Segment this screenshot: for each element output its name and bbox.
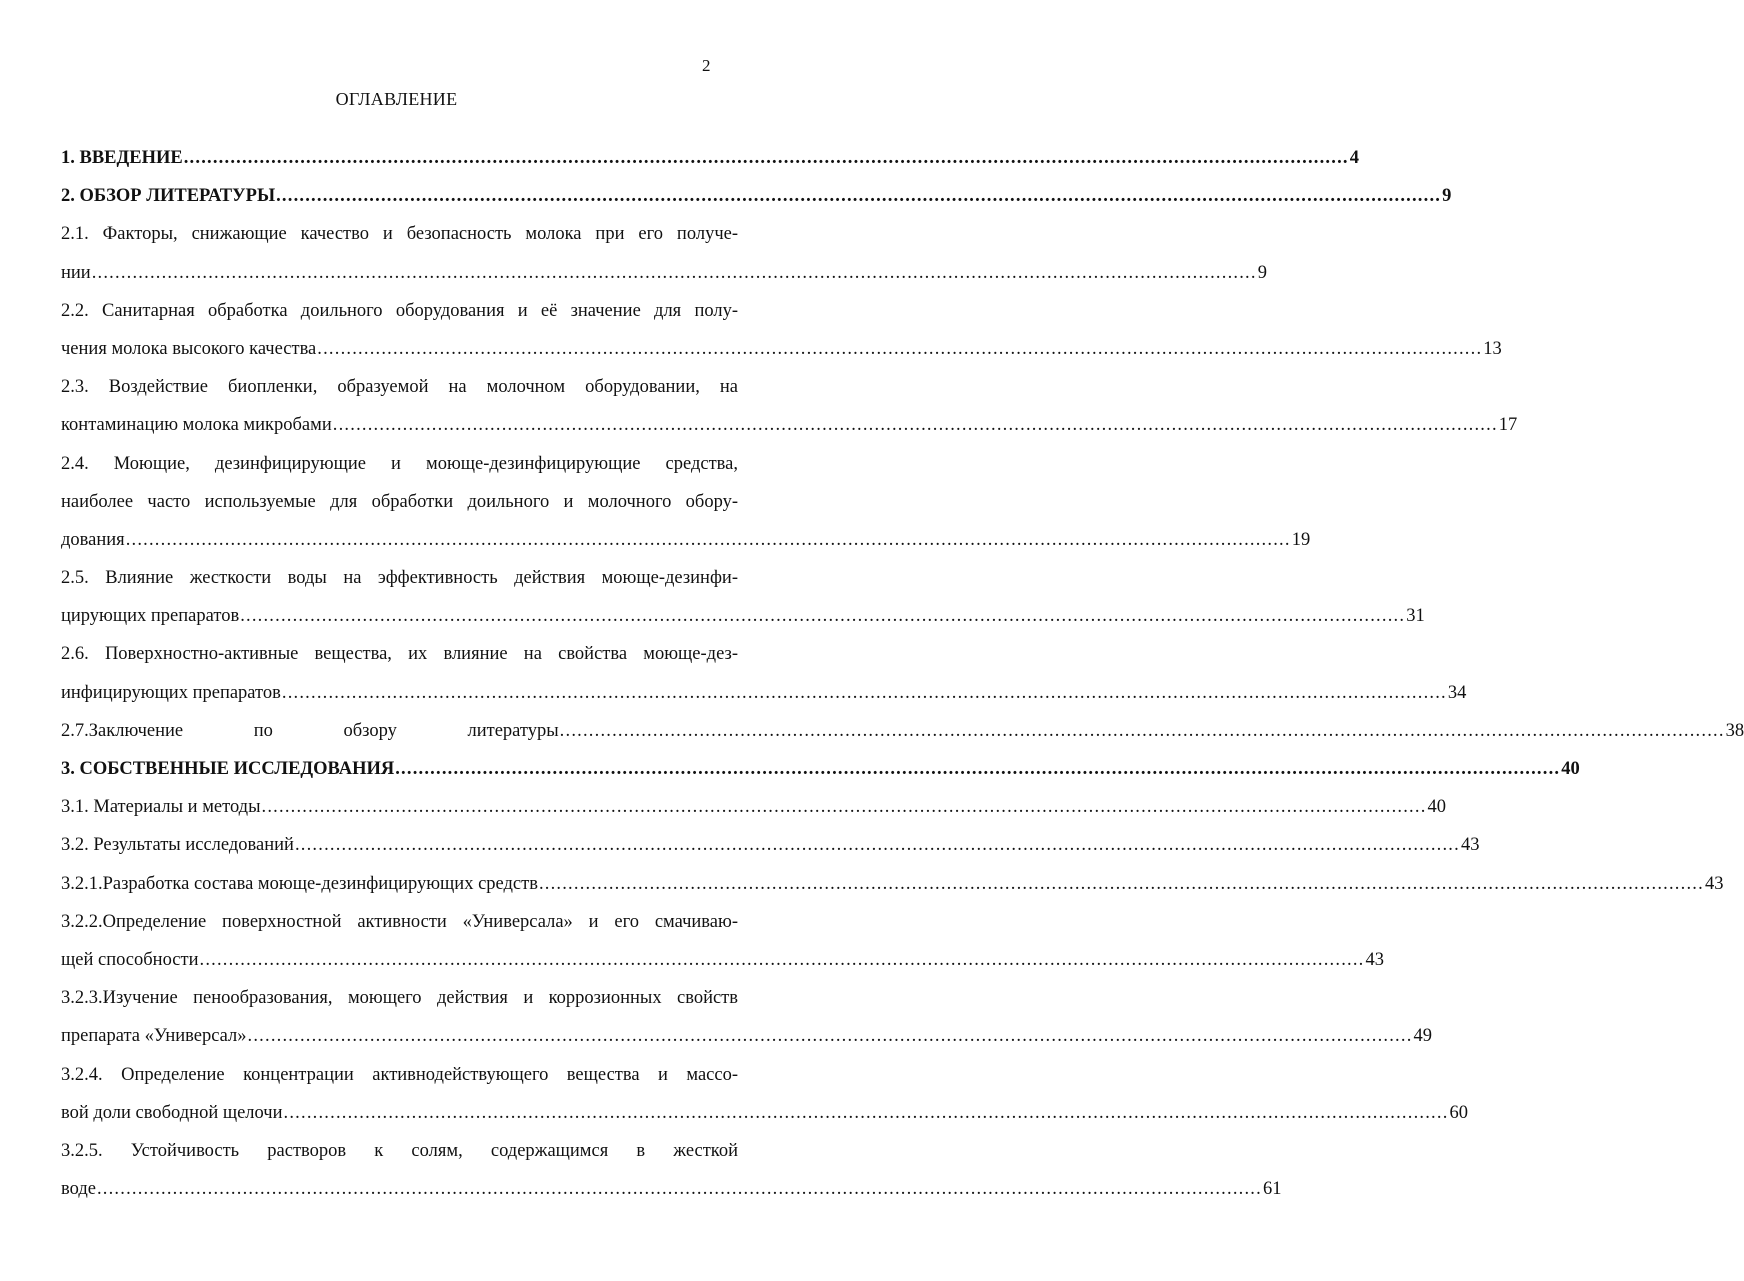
toc-entry-text: контаминацию молока микробами	[61, 415, 332, 436]
toc-entry-3-2-1	[61, 865, 1724, 903]
dot-leader: ........................................................................................................................................................................................................	[538, 873, 1704, 894]
toc-entry-page: 43	[1704, 873, 1724, 894]
dot-leader: ........................................................................................................................................................................................................	[332, 415, 1498, 436]
toc-entry-text: 2.6. Поверхностно-активные вещества, их влияние на свойства моюще-дез-	[61, 644, 738, 665]
toc-entry-page: 9	[1257, 262, 1267, 283]
page-number: 2	[702, 56, 711, 75]
dot-leader: ........................................................................................................................................................................................................	[247, 1026, 1413, 1047]
toc-entry-text: 2.1. Факторы, снижающие качество и безопасность молока при его получе-	[61, 224, 738, 245]
toc-entry-text: 3.1. Материалы и методы	[61, 797, 261, 818]
toc-entry-2-1	[61, 254, 1267, 292]
toc-entry-page: 38	[1725, 720, 1744, 741]
toc-entry-introduction	[61, 139, 1359, 177]
dot-leader: ........................................................................................................................................................................................................	[276, 186, 1442, 207]
toc-entry-2-5	[61, 597, 1425, 635]
toc-entry-page: 17	[1498, 415, 1518, 436]
toc-entry-page: 34	[1447, 682, 1467, 703]
toc-entry-text: 2.5. Влияние жесткости воды на эффективность действия моюще-дезинфи-	[61, 568, 738, 589]
dot-leader: ........................................................................................................................................................................................................	[91, 262, 1257, 283]
toc-entry-page: 43	[1460, 835, 1480, 856]
toc-entry-2-3	[61, 406, 1518, 444]
toc-entry-2-7	[61, 712, 1744, 750]
dot-leader: ........................................................................................................................................................................................................	[294, 835, 1460, 856]
toc-entry-text: 3.2.1.Разработка состава моюще-дезинфицирующих средств	[61, 873, 538, 894]
dot-leader: ........................................................................................................................................................................................................	[281, 682, 1447, 703]
toc-entry-text: 3.2.2.Определение поверхностной активности «Универсала» и его смачиваю-	[61, 911, 738, 932]
toc-entry-text: 3. СОБСТВЕННЫЕ ИССЛЕДОВАНИЯ	[61, 759, 395, 779]
toc-entry-text: 3.2. Результаты исследований	[61, 835, 294, 856]
toc-entry-text: инфицирующих препаратов	[61, 682, 281, 703]
toc-entry-text: 2.3. Воздействие биопленки, образуемой на молочном оборудовании, на	[61, 377, 738, 398]
dot-leader: ........................................................................................................................................................................................................	[283, 1102, 1449, 1123]
toc-entry-text: 2.2. Санитарная обработка доильного оборудования и её значение для полу-	[61, 300, 738, 321]
toc-entry-3-1	[61, 788, 1447, 826]
toc-entry-page: 61	[1262, 1179, 1282, 1200]
toc-entry-page: 19	[1291, 529, 1311, 550]
toc-entry-text: цирующих препаратов	[61, 606, 240, 627]
toc-entry-text: вой доли свободной щелочи	[61, 1102, 283, 1123]
toc-entry-page: 13	[1483, 338, 1502, 359]
toc-entry-literature-review	[61, 177, 1452, 215]
toc-entry-text: щей способности	[61, 949, 199, 970]
toc-entry-text: 3.2.5. Устойчивость растворов к солям, содержащимся в жесткой	[61, 1140, 738, 1161]
toc-entry-text: 2.7.Заключение по обзору литературы	[61, 720, 559, 741]
toc-entry-2-6	[61, 674, 1467, 712]
dot-leader: ........................................................................................................................................................................................................	[96, 1179, 1262, 1200]
dot-leader: ........................................................................................................................................................................................................	[183, 148, 1349, 168]
toc-entry-2-2	[61, 330, 1502, 368]
toc-entry-text: 1. ВВЕДЕНИЕ	[61, 148, 183, 168]
toc-entry-text: наиболее часто используемые для обработки доильного и молочного обору-	[61, 491, 738, 512]
dot-leader: ........................................................................................................................................................................................................	[261, 797, 1427, 818]
toc-entry-text: 3.2.4. Определение концентрации активнодействующего вещества и массо-	[61, 1064, 738, 1085]
toc-title: ОГЛАВЛЕНИЕ	[335, 89, 458, 109]
toc-entry-page: 9	[1442, 186, 1452, 207]
toc-entry-page: 31	[1406, 606, 1425, 627]
dot-leader: ........................................................................................................................................................................................................	[559, 720, 1725, 741]
toc-entry-page: 49	[1413, 1026, 1433, 1047]
toc-entry-page: 4	[1349, 148, 1359, 168]
toc-entry-3-2-2	[61, 941, 1384, 979]
toc-entry-text: нии	[61, 262, 91, 283]
toc-entry-2-4	[61, 521, 1311, 559]
toc-entry-text: 3.2.3.Изучение пенообразования, моющего действия и коррозионных свойств	[61, 988, 738, 1009]
toc-entry-text: дования	[61, 529, 125, 550]
toc-entry-text: чения молока высокого качества	[61, 338, 317, 359]
dot-leader: ........................................................................................................................................................................................................	[395, 759, 1561, 779]
toc-entry-page: 43	[1365, 949, 1384, 970]
toc-entry-page: 40	[1561, 759, 1580, 779]
dot-leader: ........................................................................................................................................................................................................	[240, 606, 1406, 627]
toc-entry-text: 2. ОБЗОР ЛИТЕРАТУРЫ	[61, 186, 276, 207]
toc-entry-page: 40	[1427, 797, 1447, 818]
toc-entry-text: препарата «Универсал»	[61, 1026, 247, 1047]
dot-leader: ........................................................................................................................................................................................................	[125, 529, 1291, 550]
toc-entry-text: 2.4. Моющие, дезинфицирующие и моюще-дезинфицирующие средства,	[61, 453, 738, 474]
dot-leader: ........................................................................................................................................................................................................	[317, 338, 1483, 359]
toc-entry-3-2-5	[61, 1170, 1282, 1208]
toc-entry-text: воде	[61, 1179, 96, 1200]
toc-entry-page: 60	[1449, 1102, 1469, 1123]
toc-entry-3-2	[61, 826, 1480, 864]
dot-leader: ........................................................................................................................................................................................................	[199, 949, 1365, 970]
toc-entry-3-2-4	[61, 1094, 1469, 1132]
table-of-contents	[61, 139, 1744, 1208]
toc-entry-own-research	[61, 750, 1580, 788]
toc-entry-3-2-3	[61, 1017, 1433, 1055]
